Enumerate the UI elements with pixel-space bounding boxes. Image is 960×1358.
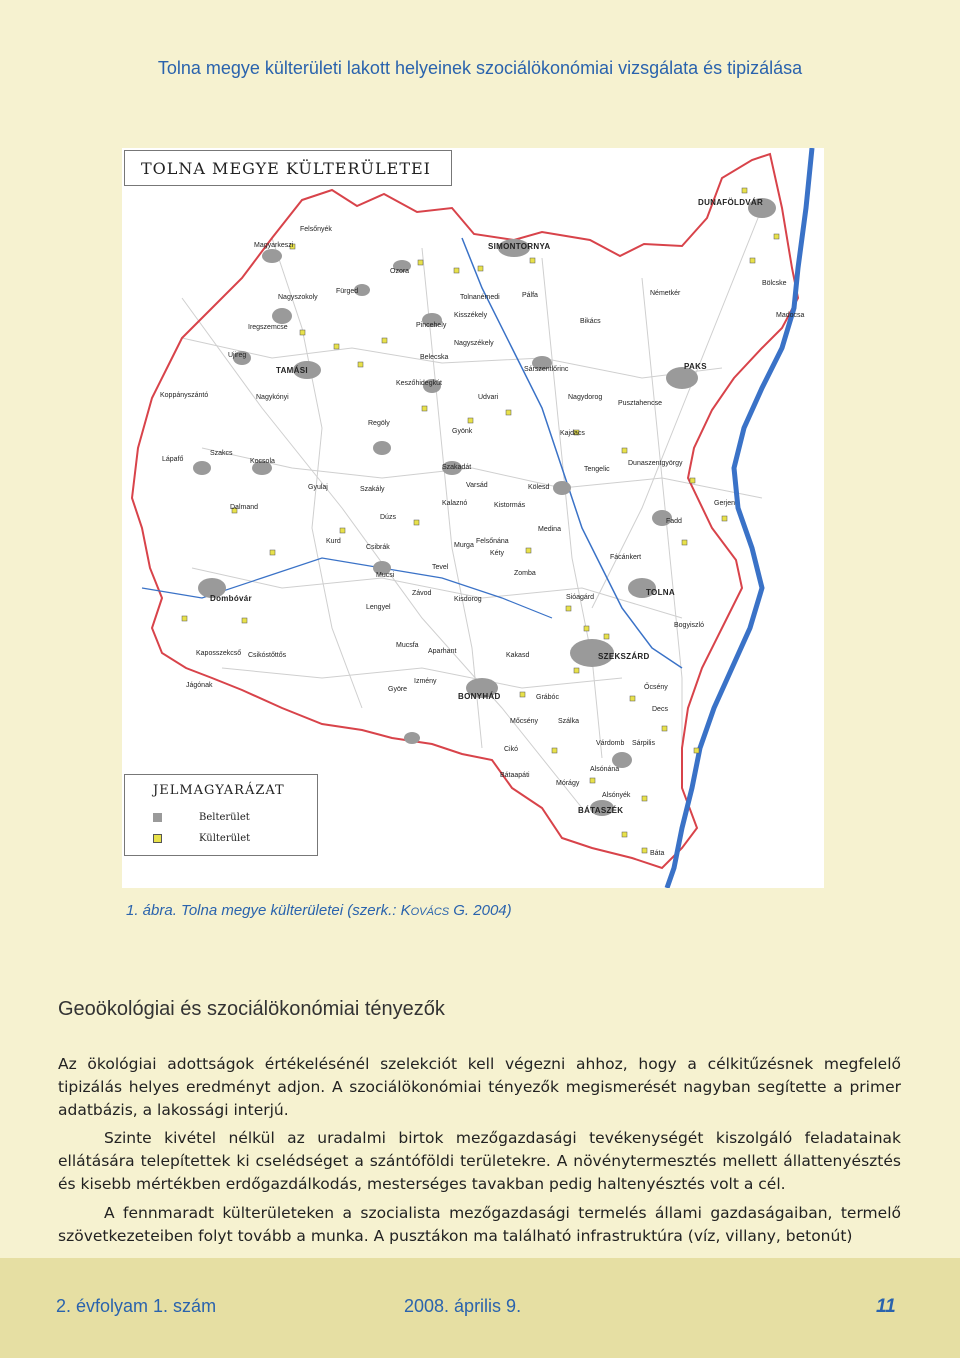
town-label: Csibrák (366, 544, 390, 551)
page-footer (0, 1258, 960, 1358)
town-label: Pálfa (522, 292, 538, 299)
town-label: BÁTASZÉK (578, 806, 624, 815)
town-label: Udvari (478, 394, 499, 401)
town-label: Ozora (390, 268, 410, 275)
town-label: Belecska (420, 354, 449, 361)
town-label: Decs (652, 706, 668, 713)
town-label: TOLNA (646, 588, 675, 597)
town-label: PAKS (684, 362, 707, 371)
town-label: Mucsfa (396, 642, 419, 649)
town-label: Németkér (650, 290, 681, 297)
town-label: Dúzs (380, 514, 396, 521)
town-label: DUNAFÖLDVÁR (698, 198, 764, 207)
town-label: Kakasd (506, 652, 530, 659)
town-label: Medina (538, 526, 561, 533)
map-legend (124, 774, 318, 856)
town-label: Kisszékely (454, 312, 488, 319)
town-label: SIMONTORNYA (488, 242, 551, 251)
town-label: Bölcske (762, 280, 787, 287)
town-label: Szakadát (442, 464, 472, 471)
outskirt-markers (182, 188, 779, 853)
page-number: 11 (876, 1296, 896, 1317)
running-title: Tolna megye külterületi lakott helyeinek szociálökonómiai vizsgálata és tipizálása (157, 58, 803, 78)
town-label: Tevel (432, 564, 449, 571)
town-label: Szálka (558, 718, 580, 725)
town-label: Sárszentlőrinc (524, 366, 569, 373)
town-label: Őcsény (644, 684, 668, 691)
town-label: Szakcs (210, 450, 233, 457)
town-label: Kölesd (528, 484, 550, 491)
town-label: Lápafő (162, 456, 184, 463)
town-label: Györe (388, 686, 408, 693)
town-label: Iregszemcse (248, 324, 288, 331)
town-label: Grábóc (536, 694, 559, 701)
town-label: Dalmand (230, 504, 259, 511)
town-label: Cikó (504, 746, 519, 753)
town-label: Pincehely (416, 322, 447, 329)
caption-suffix: G. 2004) (449, 902, 512, 919)
paragraph-3: A fennmaradt külterületeken a szocialista mezőgazdasági termelés állami gazdaságaiban, termelő szövetkezeteiben folyt tovább a munka. A pusztákon ma található infrastruktúra (víz, villany, betonút) (58, 1204, 901, 1245)
town-label: BONYHÁD (458, 692, 501, 701)
town-label: Fadd (666, 518, 682, 525)
town-label: Aparhant (428, 648, 457, 655)
legend-label: Belterület (199, 812, 250, 823)
town-label: Nagyszokoly (278, 294, 318, 301)
issue-date: 2008. április 9. (404, 1296, 522, 1316)
section-heading: Geoökológiai és szociálökonómiai tényezők (58, 998, 445, 1020)
town-label: Sárpilis (632, 740, 655, 747)
town-label: Bikács (580, 318, 601, 325)
caption-author: Kovács (400, 902, 450, 919)
town-label: SZEKSZÁRD (598, 652, 650, 661)
town-label: Mőcsény (510, 718, 539, 725)
town-label: Regöly (368, 420, 390, 427)
town-label: Dombóvár (210, 594, 252, 603)
town-label: Kisdorog (454, 596, 482, 603)
town-label: Fürged (336, 288, 359, 295)
figure-caption (126, 902, 512, 919)
town-label: Kaposszekcső (196, 650, 242, 657)
paragraph-2: Szinte kivétel nélkül az uradalmi birtok mezőgazdasági tevékenységét kiszolgáló feladatainak ellátására telepítettek ki cselédséget a szántóföldi területekre. A növénytermesztés mellett állattenyésztés és kisebb mértékben erdőgazdálkodás, mesterséges tavakban pedig haltenyésztés volt a cél. (58, 1129, 901, 1193)
town-label: Fácánkert (610, 554, 642, 561)
town-label: Gyönk (452, 428, 473, 435)
town-label: Sióagárd (566, 594, 595, 601)
town-label: Mucsi (376, 572, 395, 579)
town-label: Kocsola (250, 458, 275, 465)
town-label: Varsád (466, 482, 488, 489)
town-label: Nagydorog (568, 394, 603, 401)
town-label: Gerjen (714, 500, 736, 507)
town-label: Lengyel (366, 604, 391, 611)
issue-info: 2. évfolyam 1. szám (56, 1296, 217, 1316)
town-label: Alsónána (590, 766, 620, 773)
town-label: Kalaznó (442, 500, 468, 507)
town-label: Kéty (490, 550, 505, 557)
town-label: Bátaapáti (500, 772, 530, 779)
town-label: Mórágy (556, 780, 580, 787)
town-label: Tolnanémedi (460, 294, 500, 301)
map-title: TOLNA MEGYE KÜLTERÜLETEI (124, 150, 452, 186)
county-map (122, 148, 824, 888)
town-label: Kurd (326, 538, 341, 545)
legend-label: Külterület (199, 833, 251, 844)
town-label: Závod (412, 590, 432, 597)
town-label: Bogyiszló (674, 622, 704, 629)
town-label: Ujireg (228, 352, 247, 359)
town-label: Izmény (414, 678, 437, 685)
town-label: Alsónyék (602, 792, 631, 799)
town-label: Báta (650, 850, 665, 857)
town-label: Felsőnyék (300, 226, 332, 233)
town-label: Madocsa (776, 312, 805, 319)
town-label: Keszőhidegkút (396, 380, 442, 387)
town-label: Magyarkeszi (254, 242, 294, 249)
legend-title: JELMAGYARÁZAT (153, 783, 285, 798)
town-label: Kajdacs (560, 430, 585, 437)
town-label: Szakály (360, 486, 385, 493)
town-label: Koppányszántó (160, 392, 209, 399)
town-label: TAMÁSI (276, 366, 308, 375)
legend-swatch (153, 813, 162, 822)
town-label: Kistormás (494, 502, 526, 509)
town-label: Tengelic (584, 466, 610, 473)
town-label: Pusztahencse (618, 400, 662, 407)
town-label: Nagykónyi (256, 394, 289, 401)
town-label: Jágónak (186, 682, 213, 689)
town-label: Zomba (514, 570, 536, 577)
town-label: Murga (454, 542, 474, 549)
town-label: Gyulaj (308, 484, 328, 491)
sio-river (462, 238, 682, 668)
caption-prefix: 1. ábra. Tolna megye külterületei (szerk.: (126, 902, 401, 919)
paragraph-1: Az ökológiai adottságok értékelésénél szelekciót kell végezni ahhoz, hogy a célkitűzésnek megfelelő tipizálás helyes eredményt adjon. A szociálökonómiai tényezők megismerését nagyban segítette a primer adatbázis, a lakossági interjú. (58, 1055, 901, 1119)
town-label: Felsőnána (476, 538, 509, 545)
legend-swatch (153, 834, 162, 843)
town-label: Várdomb (596, 740, 625, 747)
town-label: Dunaszentgyörgy (628, 460, 683, 467)
town-label: Nagyszékely (454, 340, 494, 347)
town-label: Csikóstőttős (248, 652, 287, 659)
settlement-areas (193, 198, 776, 816)
